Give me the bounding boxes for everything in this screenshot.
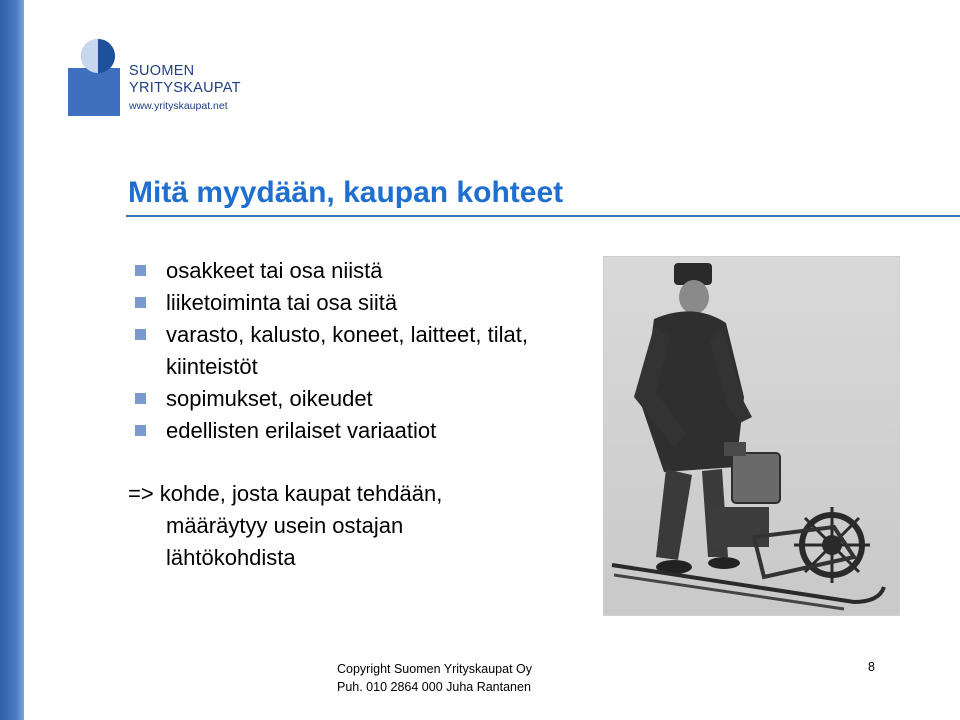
- footer-copyright: Copyright Suomen Yrityskaupat Oy: [337, 662, 533, 676]
- title-divider: [126, 215, 960, 217]
- slide-title: Mitä myydään, kaupan kohteet: [128, 176, 564, 209]
- conclusion-line: määräytyy usein ostajan: [166, 513, 404, 538]
- company-logo-icon: [68, 38, 120, 116]
- bullet-item: [135, 415, 585, 447]
- bullet-item: [135, 319, 585, 383]
- bullet-item: [135, 255, 585, 287]
- logo-line-2: YRITYSKAUPAT: [129, 79, 241, 96]
- logo-url: www.yrityskaupat.net: [129, 100, 228, 112]
- bullet-item: [135, 383, 585, 415]
- square-bullet-icon: [135, 297, 146, 308]
- square-bullet-icon: [135, 393, 146, 404]
- square-bullet-icon: [135, 265, 146, 276]
- conclusion-line: => kohde, josta kaupat tehdään,: [128, 481, 443, 506]
- bullet-text: edellisten erilaiset variaatiot: [166, 418, 437, 443]
- bullet-text: liiketoiminta tai osa siitä: [166, 290, 398, 315]
- square-bullet-icon: [135, 329, 146, 340]
- bullet-list: [135, 255, 585, 447]
- company-logo-text: [129, 64, 241, 112]
- footer-info: [337, 660, 532, 696]
- footer-contact: Puh. 010 2864 000 Juha Rantanen: [337, 680, 531, 694]
- historical-photo-man-with-snow-machine: [603, 256, 900, 616]
- left-accent-bar: [0, 0, 24, 720]
- bullet-text: sopimukset, oikeudet: [166, 386, 373, 411]
- square-bullet-icon: [135, 425, 146, 436]
- conclusion-text: [128, 478, 588, 574]
- bullet-text: osakkeet tai osa niistä: [166, 258, 383, 283]
- bullet-item: [135, 287, 585, 319]
- page-number: 8: [868, 660, 875, 674]
- bullet-text: varasto, kalusto, koneet, laitteet, tilat, kiinteistöt: [166, 322, 528, 379]
- conclusion-line: lähtökohdista: [166, 545, 296, 570]
- logo-line-1: SUOMEN: [129, 63, 195, 79]
